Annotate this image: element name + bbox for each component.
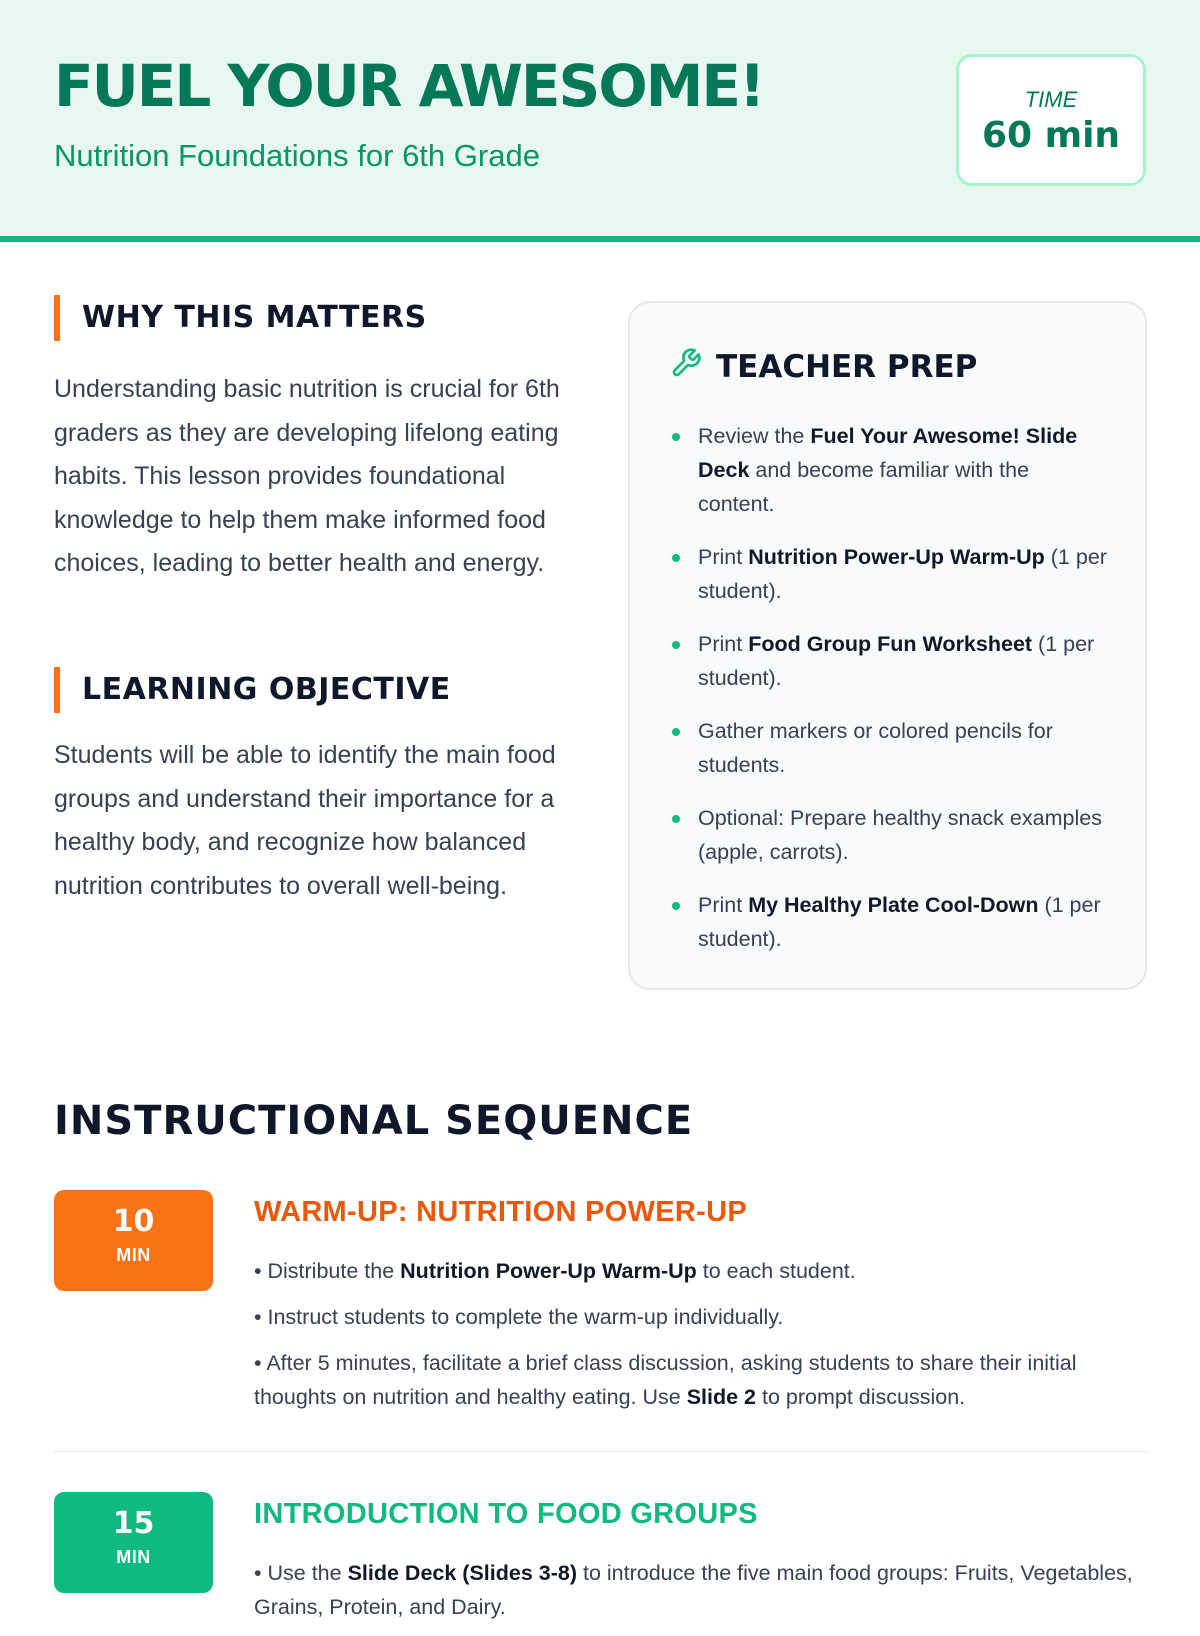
prep-list-item	[670, 714, 1110, 782]
why-body: Understanding basic nutrition is crucial for 6th graders as they are developing lifelong eating habits. This lesson provides foundational knowledge to help them make informed food choices, leading to better health and energy.	[54, 375, 560, 577]
bullet-dot	[672, 728, 680, 736]
prep-list-item	[670, 888, 1110, 956]
step-title: INTRODUCTION TO FOOD GROUPS	[254, 1498, 758, 1530]
prep-list-item	[670, 540, 1110, 608]
item-text: to introduce the five main food groups: Fruits, Vegetables, Grains, Protein, and Dairy.	[254, 1561, 1133, 1619]
teacher-prep-title	[670, 347, 977, 387]
why-heading: WHY THIS MATTERS	[54, 295, 427, 341]
prep-list-item	[670, 627, 1110, 695]
item-emphasis: Nutrition Power-Up Warm-Up	[400, 1259, 697, 1283]
item-text: (1 per student).	[698, 893, 1101, 951]
step-title: WARM-UP: NUTRITION POWER-UP	[254, 1196, 748, 1228]
item-text: Gather markers or colored pencils for students.	[698, 719, 1053, 777]
item-text: • Use the	[254, 1561, 348, 1585]
teacher-prep-list	[670, 419, 1110, 975]
item-text: to each student.	[696, 1259, 856, 1283]
item-emphasis: Slide Deck (Slides 3-8)	[347, 1561, 578, 1585]
item-text: to prompt discussion.	[756, 1385, 966, 1409]
step-list-item	[254, 1346, 1144, 1414]
bullet-dot	[672, 641, 680, 649]
item-text: Review the	[698, 424, 811, 448]
item-text: and become familiar with the content.	[698, 458, 1030, 516]
step-list-item	[254, 1254, 1144, 1288]
item-emphasis: Fuel Your Awesome! Slide Deck	[698, 424, 1078, 482]
prep-list-item	[670, 419, 1110, 521]
time-label: TIME	[1024, 87, 1078, 112]
duration-minutes: 10	[112, 1204, 155, 1239]
header-banner	[0, 0, 1200, 242]
item-emphasis: Nutrition Power-Up Warm-Up	[748, 545, 1045, 569]
prep-list-item	[670, 801, 1110, 869]
time-badge	[956, 54, 1146, 186]
duration-unit: MIN	[116, 1547, 151, 1567]
sequence-heading: INSTRUCTIONAL SEQUENCE	[54, 1098, 694, 1144]
item-text: Optional: Prepare healthy snack examples (apple, carrots).	[698, 806, 1102, 864]
duration-badge	[54, 1190, 213, 1291]
wrench-icon	[670, 347, 716, 387]
item-text: • Distribute the	[254, 1259, 401, 1283]
item-text: (1 per student).	[698, 545, 1107, 603]
bullet-dot	[672, 554, 680, 562]
item-text: Print	[698, 545, 749, 569]
item-text: • Instruct students to complete the warm-up individually.	[254, 1305, 784, 1329]
step-divider	[54, 1451, 1147, 1452]
bullet-dot	[672, 902, 680, 910]
page-subtitle: Nutrition Foundations for 6th Grade	[54, 138, 540, 173]
bullet-dot	[672, 815, 680, 823]
item-text: Print	[698, 893, 749, 917]
step-list-item	[254, 1300, 1144, 1334]
bullet-dot	[672, 433, 680, 441]
objective-heading: LEARNING OBJECTIVE	[54, 667, 451, 713]
time-value: 60 min	[981, 115, 1121, 156]
objective-body: Students will be able to identify the main food groups and understand their importance for a healthy body, and recognize how balanced nutrition contributes to overall well-being.	[54, 741, 556, 900]
duration-minutes: 15	[112, 1506, 155, 1541]
step-list	[254, 1254, 1144, 1426]
item-emphasis: Slide 2	[686, 1385, 756, 1409]
item-text: • After 5 minutes, facilitate a brief class discussion, asking students to share their initial thoughts on nutrition and healthy eating. Use	[254, 1351, 1077, 1409]
teacher-prep-card	[628, 301, 1147, 990]
item-text: (1 per student).	[698, 632, 1095, 690]
duration-unit: MIN	[116, 1245, 151, 1265]
teacher-prep-heading: TEACHER PREP	[716, 349, 978, 385]
item-emphasis: My Healthy Plate Cool-Down	[748, 893, 1039, 917]
item-text: Print	[698, 632, 749, 656]
duration-badge	[54, 1492, 213, 1593]
step-list	[254, 1556, 1144, 1636]
page-title: FUEL YOUR AWESOME!	[54, 52, 764, 120]
step-list-item	[254, 1556, 1144, 1624]
item-emphasis: Food Group Fun Worksheet	[748, 632, 1033, 656]
